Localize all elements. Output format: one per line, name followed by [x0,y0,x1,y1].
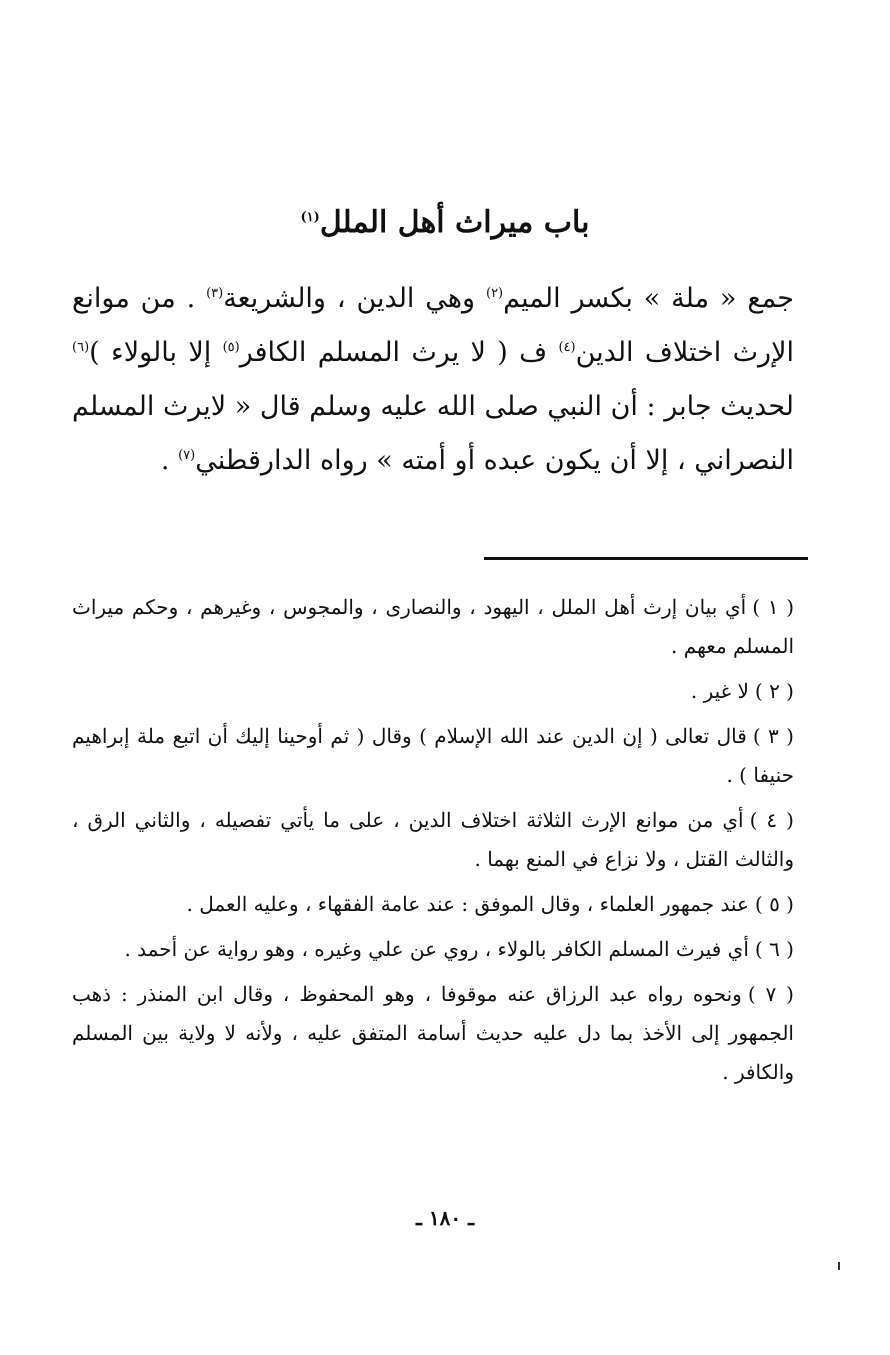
main-paragraph [72,272,794,488]
footnote-number: ( ٦ ) [754,937,794,961]
footnote-text: أي بيان إرث أهل الملل ، اليهود ، والنصارى ، والمجوس ، وغيرهم ، وحكم ميراث المسلم معهم . [72,595,794,658]
footnote-item [72,885,794,924]
footnote-text: ونحوه رواه عبد الرزاق عنه موقوفا ، وهو المحفوظ ، وقال ابن المنذر : ذهب الجمهور إلى الأخذ بما دل عليه حديث أسامة المتفق عليه ، ولأنه لا ولاية بين المسلم والكافر . [72,982,794,1084]
footnote-number: ( ٤ ) [749,808,794,832]
chapter-title-note-mark: (١) [300,210,320,225]
footnote-item [72,975,794,1092]
main-text-segment: لحديث جابر : أن النبي صلى الله عليه وسلم قال « لايرث المسلم النصراني ، إلا أن يكون عبده أو أمته » رواه الدارقطني [72,391,794,476]
footnote-number: ( ٧ ) [747,982,794,1006]
footnote-number: ( ٢ ) [754,679,794,703]
chapter-title [0,205,890,240]
main-text-segment: إلا بالولاء ) [89,337,223,368]
main-text-segment: جمع « ملة » بكسر الميم [503,283,794,314]
footnote-text: أي فيرث المسلم الكافر بالولاء ، روي عن علي وغيره ، وهو رواية عن أحمد . [124,937,749,961]
main-text-segment: . من موانع الإرث اختلاف الدين [72,283,794,368]
footnote-ref: (٦) [72,340,90,355]
footnote-ref: (٣) [206,286,224,301]
footnote-ref: (٢) [485,286,504,301]
footnote-text: لا غير . [690,679,749,703]
footnote-divider [484,557,808,560]
footnote-item [72,717,794,795]
footnote-text: عند جمهور العلماء ، وقال الموفق : عند عامة الفقهاء ، وعليه العمل . [186,892,749,916]
footnote-ref: (٧) [178,448,196,463]
footnote-item [72,588,794,666]
chapter-title-text: باب ميراث أهل الملل [319,205,590,240]
main-text-segment: ف ( لا يرث المسلم الكافر [239,337,559,368]
footnote-number: ( ٣ ) [752,724,794,748]
footnote-ref: (٤) [558,340,576,355]
footnote-number: ( ١ ) [752,595,795,619]
main-text-segment: . [160,445,179,476]
scan-mark [838,1262,840,1270]
footnote-number: ( ٥ ) [754,892,794,916]
main-text-segment: وهي الدين ، والشريعة [223,283,486,314]
footnote-text: قال تعالى ( إن الدين عند الله الإسلام ) وقال ( ثم أوحينا إليك أن اتبع ملة إبراهيم حنيفا ) . [72,724,794,787]
footnote-item [72,930,794,969]
footnote-item [72,672,794,711]
footnote-text: أي من موانع الإرث الثلاثة اختلاف الدين ، على ما يأتي تفصيله ، والثاني الرق ، والثالث القتل ، ولا نزاع في المنع بهما . [72,808,794,871]
footnote-ref: (٥) [222,340,240,355]
page-number: ـ ١٨٠ ـ [416,1206,474,1230]
footnotes-section [72,588,794,1098]
footnote-item [72,801,794,879]
